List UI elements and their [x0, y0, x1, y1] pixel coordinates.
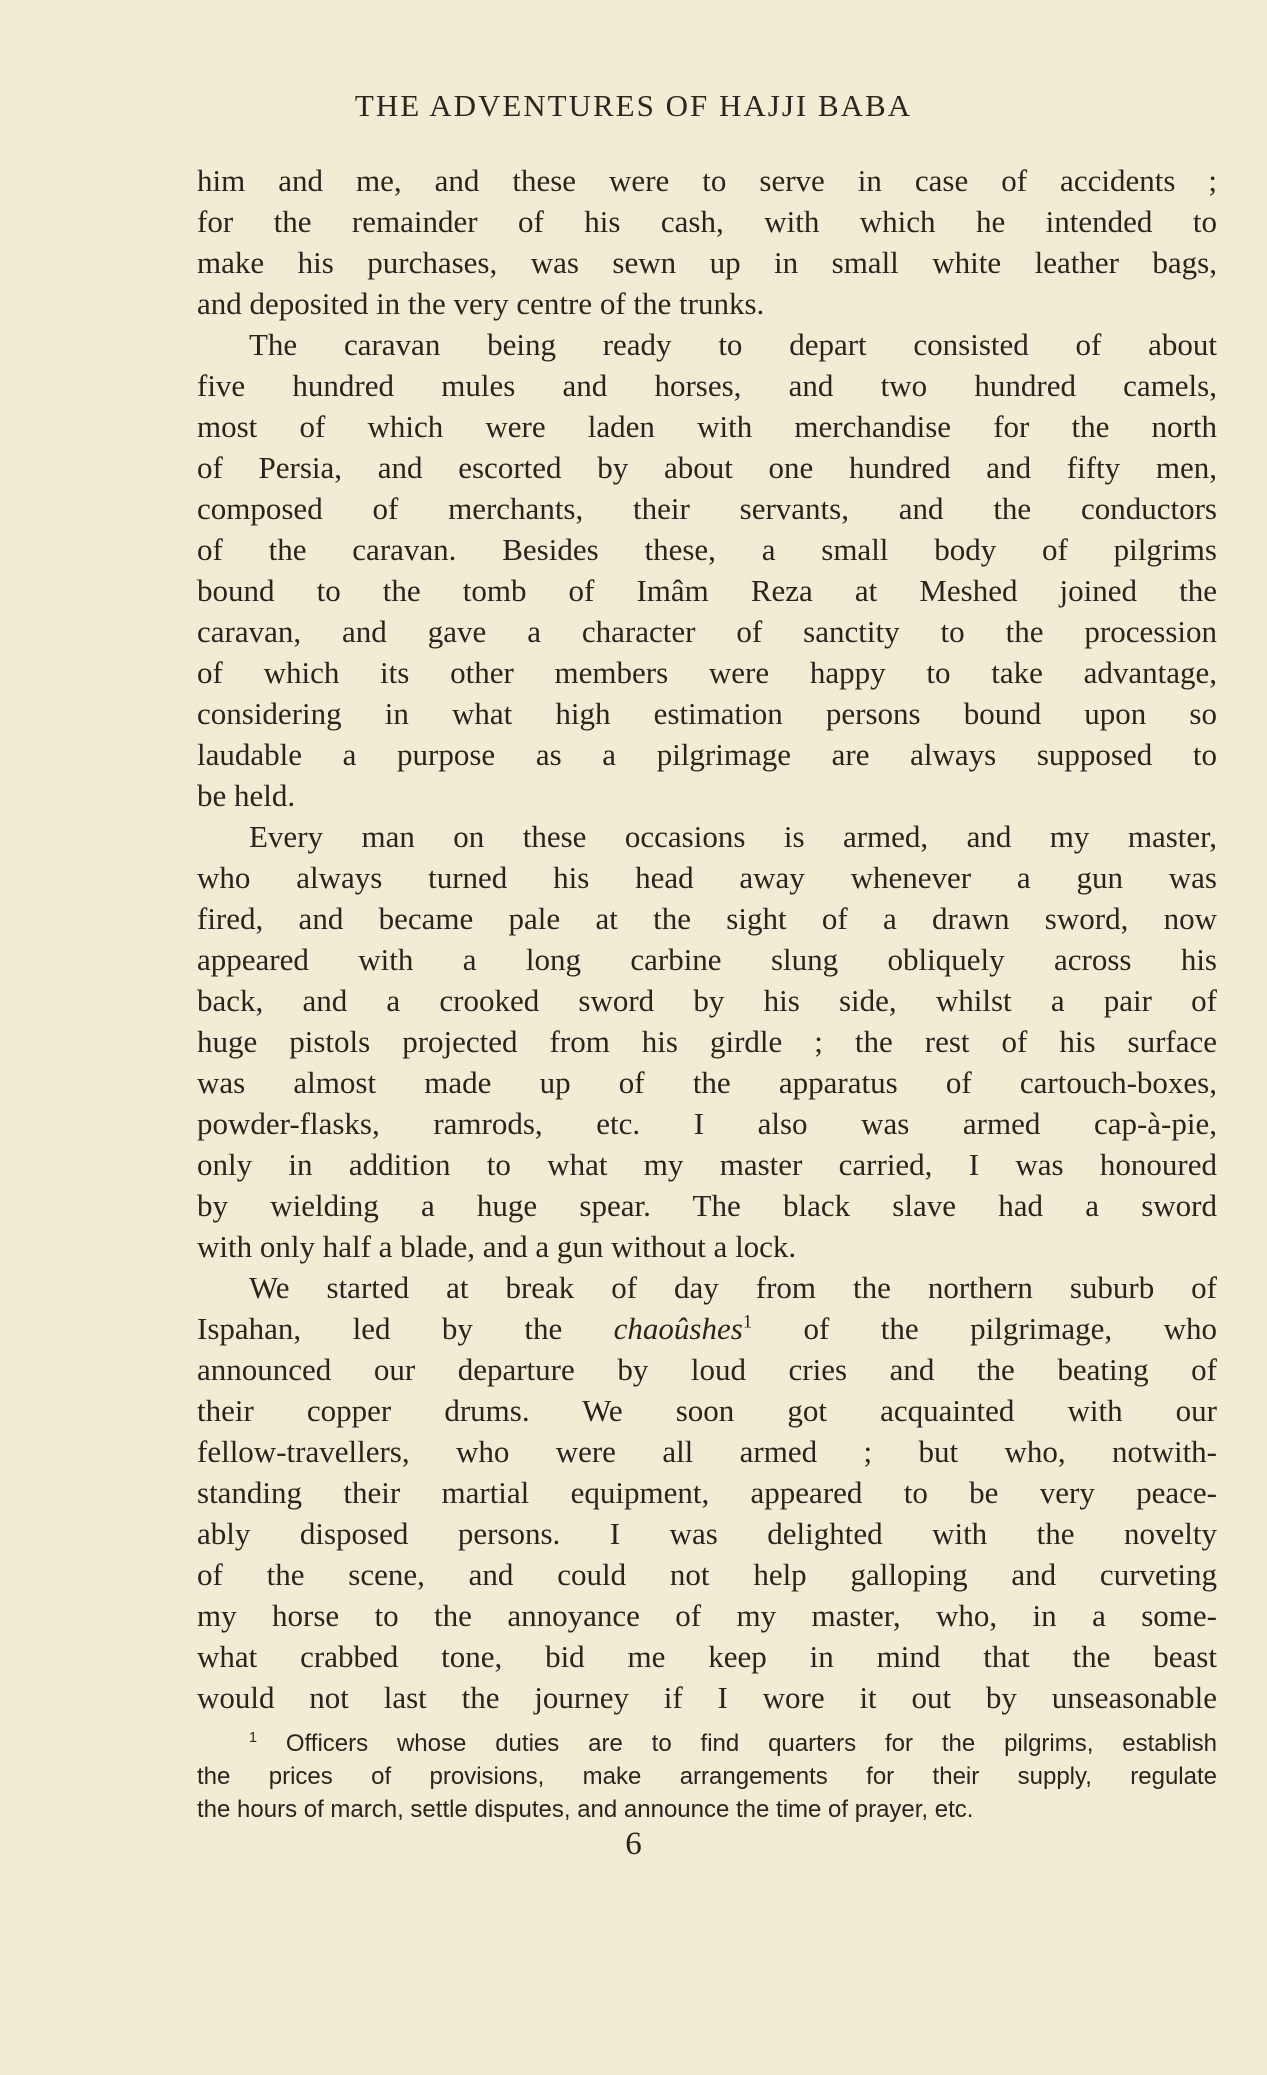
- footnote-line: [197, 1727, 1217, 1760]
- text-line: appeared with a long carbine slung obliquely across his: [197, 942, 1217, 977]
- text-line: caravan, and gave a character of sanctity to the procession: [197, 614, 1217, 649]
- text-line-with-footnote-ref: [197, 1308, 1217, 1349]
- footnote-line: the prices of provisions, make arrangements for their supply, regulate: [197, 1763, 1217, 1790]
- text-line: laudable a purpose as a pilgrimage are always supposed to: [197, 737, 1217, 772]
- running-head: THE ADVENTURES OF HAJJI BABA: [354, 88, 913, 123]
- text-line: be held.: [197, 778, 296, 813]
- text-line: fellow-travellers, who were all armed ; but who, notwith-: [197, 1434, 1217, 1469]
- text-line: Every man on these occasions is armed, and my master,: [249, 819, 1217, 854]
- text-line: who always turned his head away whenever a gun was: [197, 860, 1217, 895]
- text-fragment: of the pilgrimage, who: [752, 1311, 1217, 1346]
- text-line: would not last the journey if I wore it out by unseasonable: [197, 1680, 1217, 1715]
- text-line: standing their martial equipment, appeared to be very peace-: [197, 1475, 1217, 1510]
- text-line: The caravan being ready to depart consisted of about: [249, 327, 1217, 362]
- text-line: of Persia, and escorted by about one hundred and fifty men,: [197, 450, 1217, 485]
- page-number: 6: [625, 1826, 642, 1862]
- text-line: for the remainder of his cash, with which he intended to: [197, 204, 1217, 239]
- footnote-text: Officers whose duties are to find quarters for the pilgrims, establish: [285, 1730, 1217, 1757]
- text-line: announced our departure by loud cries and the beating of: [197, 1352, 1217, 1387]
- text-line: was almost made up of the apparatus of cartouch-boxes,: [197, 1065, 1217, 1100]
- text-line: of the caravan. Besides these, a small body of pilgrims: [197, 532, 1217, 567]
- text-line: fired, and became pale at the sight of a drawn sword, now: [197, 901, 1217, 936]
- text-line: bound to the tomb of Imâm Reza at Meshed joined the: [197, 573, 1217, 608]
- text-line: most of which were laden with merchandise for the north: [197, 409, 1217, 444]
- text-line: considering in what high estimation persons bound upon so: [197, 696, 1217, 731]
- text-line: and deposited in the very centre of the trunks.: [197, 286, 765, 321]
- text-line: composed of merchants, their servants, and the conductors: [197, 491, 1217, 526]
- text-line: huge pistols projected from his girdle ; the rest of his surface: [197, 1024, 1217, 1059]
- text-fragment: Ispahan, led by the: [197, 1311, 614, 1346]
- footnote-marker: 1: [249, 1730, 258, 1746]
- text-line: him and me, and these were to serve in case of accidents ;: [197, 163, 1217, 198]
- footnote-line: the hours of march, settle disputes, and announce the time of prayer, etc.: [197, 1796, 974, 1823]
- text-line: only in addition to what my master carried, I was honoured: [197, 1147, 1217, 1182]
- text-line: We started at break of day from the northern suburb of: [249, 1270, 1217, 1305]
- text-line: of which its other members were happy to take advantage,: [197, 655, 1217, 690]
- footnote: [197, 1727, 1217, 1826]
- text-line: of the scene, and could not help galloping and curveting: [197, 1557, 1217, 1592]
- text-line: ably disposed persons. I was delighted with the novelty: [197, 1516, 1217, 1551]
- text-line: make his purchases, was sewn up in small white leather bags,: [197, 245, 1217, 280]
- footnote-ref[interactable]: 1: [742, 1311, 753, 1333]
- text-line: powder-flasks, ramrods, etc. I also was armed cap-à-pie,: [197, 1106, 1217, 1141]
- text-line: back, and a crooked sword by his side, whilst a pair of: [197, 983, 1217, 1018]
- text-line: my horse to the annoyance of my master, who, in a some-: [197, 1598, 1217, 1633]
- text-line: what crabbed tone, bid me keep in mind that the beast: [197, 1639, 1217, 1674]
- text-line: with only half a blade, and a gun without a lock.: [197, 1229, 797, 1264]
- text-line: by wielding a huge spear. The black slave had a sword: [197, 1188, 1217, 1223]
- body-text: [197, 160, 1217, 1718]
- italic-term: chaoûshes: [613, 1311, 743, 1346]
- text-line: five hundred mules and horses, and two hundred camels,: [197, 368, 1217, 403]
- text-line: their copper drums. We soon got acquainted with our: [197, 1393, 1217, 1428]
